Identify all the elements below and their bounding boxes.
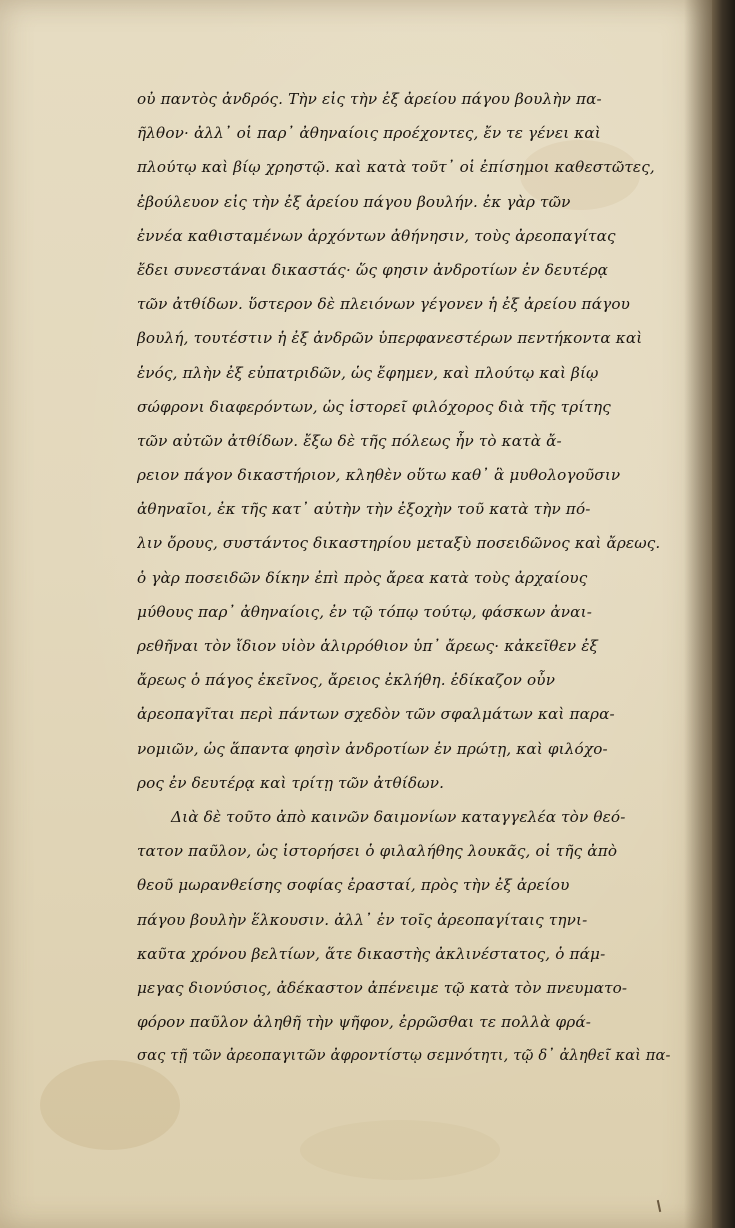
text-line: πάγου βουλὴν ἕλκουσιν. ἀλλ᾽ ἐν τοῖς ἀρεοπαγίταις τηνι- [137,910,588,929]
text-line: μεγας διονύσιος, ἀδέκαστον ἀπένειμε τῷ κατὰ τὸν πνευματο- [137,978,628,997]
text-line: νομιῶν, ὡς ἅπαντα φησὶν ἀνδροτίων ἐν πρώτῃ, καὶ φιλόχο- [137,739,608,758]
book-edge [712,0,735,1228]
text-line: τῶν αὐτῶν ἀτθίδων. ἔξω δὲ τῆς πόλεως ἦν τὸ κατὰ ἄ- [137,431,562,450]
text-line: ἐννέα καθισταμένων ἀρχόντων ἀθήνησιν, τοὺς ἀρεοπαγίτας [137,226,616,245]
text-line: λιν ὄρους, συστάντος δικαστηρίου μεταξὺ ποσειδῶνος καὶ ἄρεως. [137,534,661,553]
text-line: ἀρεοπαγῖται περὶ πάντων σχεδὸν τῶν σφαλμάτων καὶ παρα- [137,705,615,724]
text-line: ἑνός, πλὴν ἐξ εὐπατριδῶν, ὡς ἔφημεν, καὶ πλούτῳ καὶ βίῳ [137,363,599,382]
page-mark [657,1200,661,1212]
text-line: πλούτῳ καὶ βίῳ χρηστῷ. καὶ κατὰ τοῦτ᾽ οἱ ἐπίσημοι καθεστῶτες, [137,158,655,177]
text-line: ἔδει συνεστάναι δικαστάς· ὥς φησιν ἀνδροτίων ἐν δευτέρᾳ [137,260,609,279]
text-line: ἀθηναῖοι, ἐκ τῆς κατ᾽ αὐτὴν τὴν ἐξοχὴν τοῦ κατὰ τὴν πό- [137,500,591,519]
page-gutter-shadow [684,0,712,1228]
text-line: ῆλθον· ἀλλ᾽ οἱ παρ᾽ ἀθηναίοις προέχοντες, ἔν τε γένει καὶ [137,124,601,143]
text-line: Διὰ δὲ τοῦτο ἀπὸ καινῶν δαιμονίων καταγγελέα τὸν θεό- [171,807,626,826]
paper-stain [300,1120,500,1180]
text-line: ὁ γὰρ ποσειδῶν δίκην ἐπὶ πρὸς ἄρεα κατὰ τοὺς ἀρχαίους [137,568,588,587]
text-line: καῦτα χρόνου βελτίων, ἅτε δικαστὴς ἀκλινέστατος, ὁ πάμ- [137,944,606,963]
text-line: ρος ἐν δευτέρᾳ καὶ τρίτῃ τῶν ἀτθίδων. [137,773,445,792]
greek-text-block [137,82,677,1073]
text-line: σας τῇ τῶν ἀρεοπαγιτῶν ἀφροντίστῳ σεμνότητι, τῷ δ᾽ ἀληθεῖ καὶ πα- [137,1047,671,1065]
text-line: ρεθῆναι τὸν ἴδιον υἱὸν ἁλιρρόθιον ὑπ᾽ ἄρεως· κἀκεῖθεν ἐξ [137,637,599,655]
paper-stain [40,1060,180,1150]
text-line: θεοῦ μωρανθείσης σοφίας ἐρασταί, πρὸς τὴν ἐξ ἀρείου [137,876,570,895]
text-line: ἐβούλευον εἰς τὴν ἐξ ἀρείου πάγου βουλήν. ἐκ γὰρ τῶν [137,192,571,211]
text-line: φόρον παῦλον ἀληθῆ τὴν ψῆφον, ἐρρῶσθαι τε πολλὰ φρά- [137,1013,592,1032]
text-line: σώφρονι διαφερόντων, ὡς ἱστορεῖ φιλόχορος διὰ τῆς τρίτης [137,397,611,416]
text-line: βουλή, τουτέστιν ἡ ἐξ ἀνδρῶν ὑπερφανεστέρων πεντήκοντα καὶ [137,329,643,348]
text-line: τατον παῦλον, ὡς ἱστορήσει ὁ φιλαλήθης λουκᾶς, οἱ τῆς ἀπὸ [137,842,618,861]
text-line: οὐ παντὸς ἀνδρός. Τὴν εἰς τὴν ἐξ ἀρείου πάγου βουλὴν πα- [137,90,602,108]
text-line: ἄρεως ὁ πάγος ἐκεῖνος, ἄρειος ἐκλήθη. ἐδίκαζον οὖν [137,671,556,690]
text-line: τῶν ἀτθίδων. ὕστερον δὲ πλειόνων γέγονεν ἡ ἐξ ἀρείου πάγου [137,295,631,314]
text-line: μύθους παρ᾽ ἀθηναίοις, ἐν τῷ τόπῳ τούτῳ, φάσκων ἀναι- [137,602,592,621]
text-line: ρειον πάγον δικαστήριον, κληθὲν οὕτω καθ᾽ ἃ μυθολογοῦσιν [137,466,621,485]
